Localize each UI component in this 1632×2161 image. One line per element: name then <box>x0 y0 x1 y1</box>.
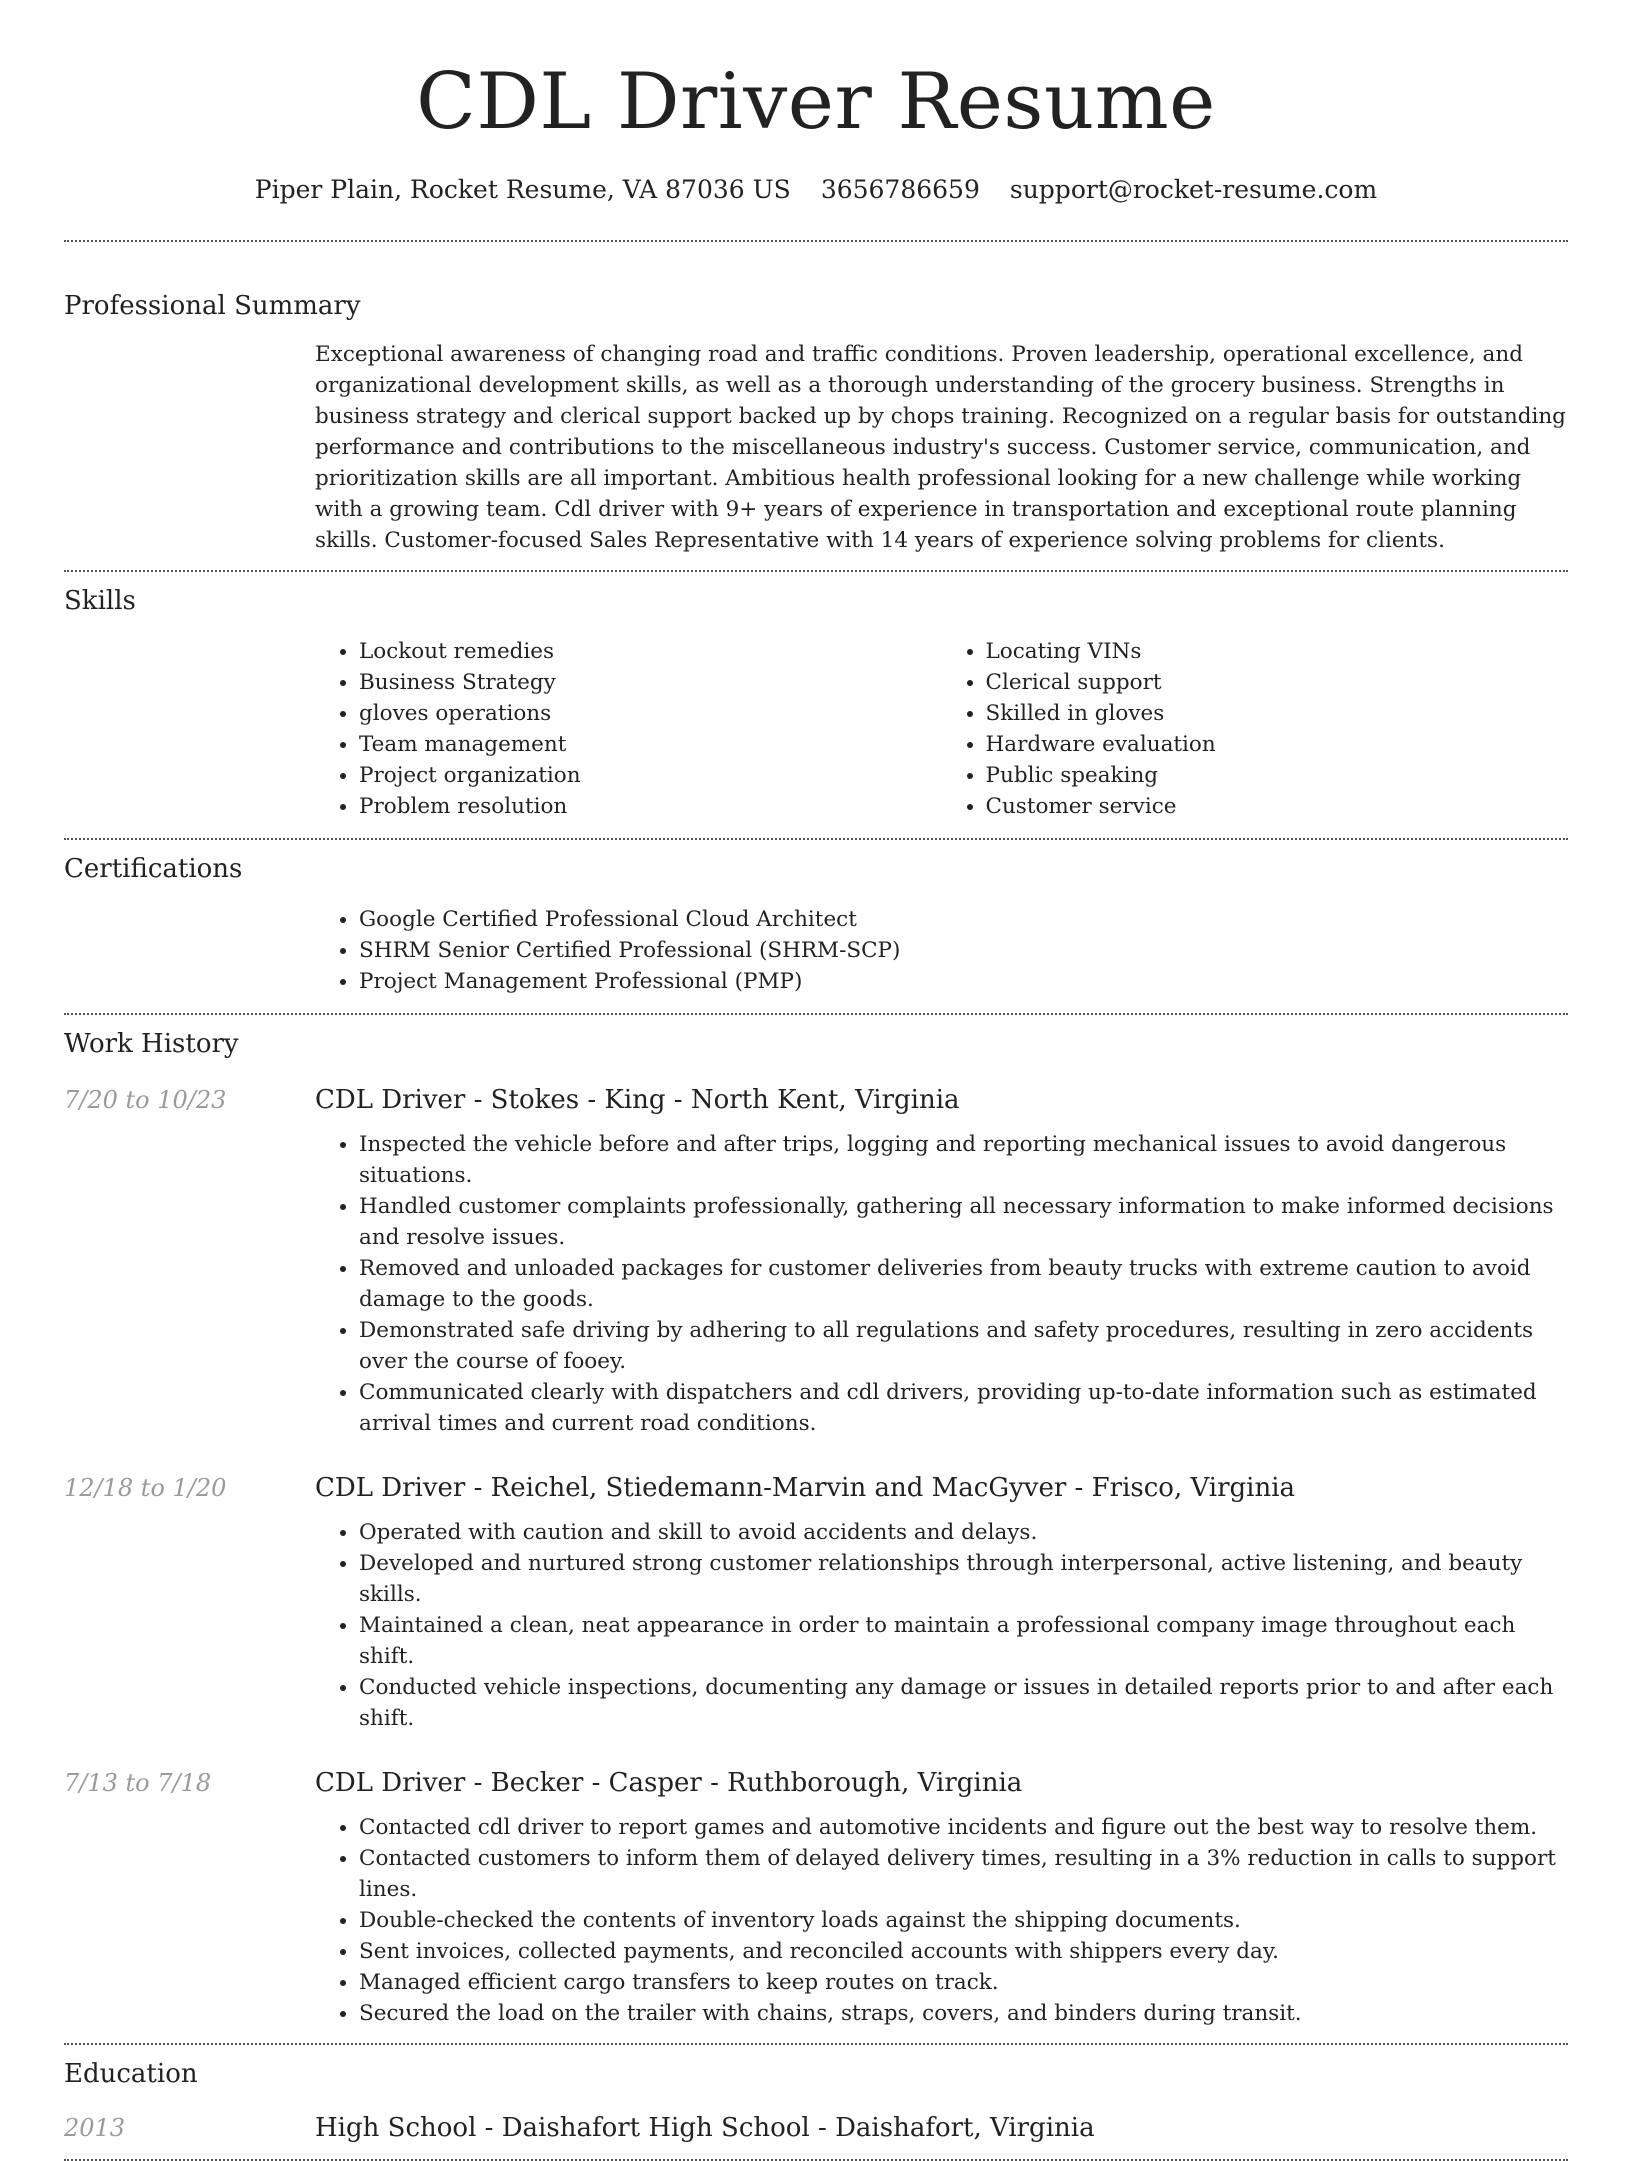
list-item: • Double-checked the contents of inventory loads against the shipping documents. <box>359 1905 1568 1936</box>
list-item: • Maintained a clean, neat appearance in order to maintain a professional company image throughout each shift. <box>359 1610 1568 1672</box>
resume-title: CDL Driver Resume <box>416 57 1216 147</box>
education-section <box>64 2045 1568 2159</box>
list-item: • gloves operations <box>359 698 942 729</box>
skills-section <box>64 572 1568 838</box>
list-item: • Google Certified Professional Cloud Architect <box>359 904 1568 935</box>
job-title: CDL Driver - Stokes - King - North Kent, Virginia <box>315 1085 960 1115</box>
work-history-section <box>64 1015 1568 2043</box>
certifications-list <box>315 904 1568 997</box>
skills-list-left <box>315 636 942 822</box>
list-item: • Project organization <box>359 760 942 791</box>
job-entry <box>64 1473 1568 1734</box>
list-item: • Secured the load on the trailer with chains, straps, covers, and binders during transit. <box>359 1998 1568 2029</box>
list-item: • SHRM Senior Certified Professional (SHRM-SCP) <box>359 935 1568 966</box>
summary-section <box>64 242 1568 570</box>
list-item: • Removed and unloaded packages for customer deliveries from beauty trucks with extreme caution to avoid damage to the goods. <box>359 1253 1568 1315</box>
list-item: • Contacted cdl driver to report games and automotive incidents and figure out the best way to resolve them. <box>359 1812 1568 1843</box>
list-item: • Skilled in gloves <box>986 698 1569 729</box>
summary-heading: Professional Summary <box>64 291 361 321</box>
list-item: • Communicated clearly with dispatchers and cdl drivers, providing up-to-date information such as estimated arrival times and current road conditions. <box>359 1377 1568 1439</box>
skills-heading: Skills <box>64 586 136 616</box>
list-item: • Customer service <box>986 791 1569 822</box>
job-date: 12/18 to 1/20 <box>64 1474 227 1502</box>
list-item: • Managed efficient cargo transfers to keep routes on track. <box>359 1967 1568 1998</box>
certifications-heading: Certifications <box>64 854 243 884</box>
list-item: • Problem resolution <box>359 791 942 822</box>
job-date: 7/20 to 10/23 <box>64 1086 227 1114</box>
job-date: 7/13 to 7/18 <box>64 1769 212 1797</box>
list-item: • Team management <box>359 729 942 760</box>
list-item: • Sent invoices, collected payments, and reconciled accounts with shippers every day. <box>359 1936 1568 1967</box>
list-item: • Clerical support <box>986 667 1569 698</box>
list-item: • Hardware evaluation <box>986 729 1569 760</box>
list-item: • Business Strategy <box>359 667 942 698</box>
list-item: • Lockout remedies <box>359 636 942 667</box>
list-item: • Operated with caution and skill to avoid accidents and delays. <box>359 1517 1568 1548</box>
list-item: • Contacted customers to inform them of delayed delivery times, resulting in a 3% reduction in calls to support lines. <box>359 1843 1568 1905</box>
list-item: • Handled customer complaints professionally, gathering all necessary information to make informed decisions and resolve issues. <box>359 1191 1568 1253</box>
job-bullets <box>315 1517 1568 1734</box>
job-entry <box>64 1768 1568 2029</box>
work-history-heading: Work History <box>64 1029 239 1059</box>
list-item: • Inspected the vehicle before and after trips, logging and reporting mechanical issues to avoid dangerous situations. <box>359 1129 1568 1191</box>
job-title: CDL Driver - Reichel, Stiedemann-Marvin and MacGyver - Frisco, Virginia <box>315 1473 1296 1503</box>
summary-text: Exceptional awareness of changing road and traffic conditions. Proven leadership, operational excellence, and organizational development skills, as well as a thorough understanding of the grocery business. Strengths in business strategy and clerical support backed up by chops training. Recognized on a regular basis for outstanding performance and contributions to the miscellaneous industry's success. Customer service, communication, and prioritization skills are all important. Ambitious health professional looking for a new challenge while working with a growing team. Cdl driver with 9+ years of experience in transportation and exceptional route planning skills. Customer-focused Sales Representative with 14 years of experience solving problems for clients. <box>315 342 1566 553</box>
certifications-section <box>64 840 1568 1013</box>
contact-address: Piper Plain, Rocket Resume, VA 87036 US <box>254 175 791 204</box>
education-date: 2013 <box>64 2114 126 2142</box>
job-bullets <box>315 1812 1568 2029</box>
skills-list-right <box>942 636 1569 822</box>
job-entry <box>64 1085 1568 1439</box>
education-entry: High School - Daishafort High School - Daishafort, Virginia <box>315 2113 1095 2143</box>
education-heading: Education <box>64 2059 198 2089</box>
contact-email: support@rocket-resume.com <box>1009 175 1378 204</box>
list-item: • Project Management Professional (PMP) <box>359 966 1568 997</box>
list-item: • Public speaking <box>986 760 1569 791</box>
list-item: • Demonstrated safe driving by adhering to all regulations and safety procedures, resulting in zero accidents over the course of fooey. <box>359 1315 1568 1377</box>
contact-line <box>64 172 1568 208</box>
job-title: CDL Driver - Becker - Casper - Ruthborough, Virginia <box>315 1768 1023 1798</box>
contact-phone: 3656786659 <box>820 175 980 204</box>
list-item: • Conducted vehicle inspections, documenting any damage or issues in detailed reports prior to and after each shift. <box>359 1672 1568 1734</box>
list-item: • Developed and nurtured strong customer relationships through interpersonal, active listening, and beauty skills. <box>359 1548 1568 1610</box>
list-item: • Locating VINs <box>986 636 1569 667</box>
job-bullets <box>315 1129 1568 1439</box>
